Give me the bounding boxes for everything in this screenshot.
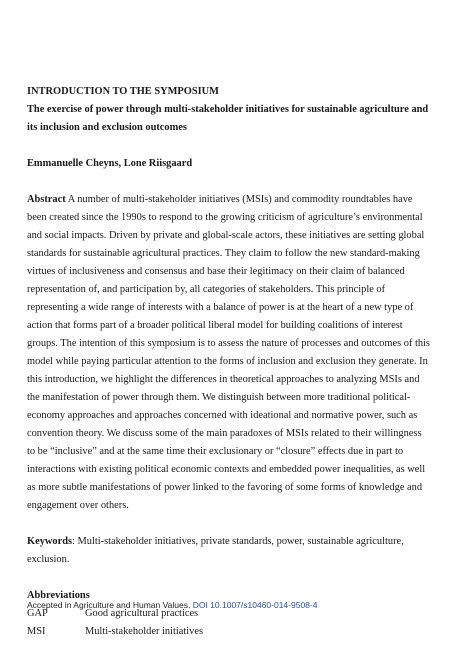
doi-link[interactable]: DOI 10.1007/s10460-014-9508-4 <box>192 600 318 610</box>
abstract-line: representing a wide range of interests with a balance of power is at the heart of a new type of <box>27 302 414 313</box>
abstract-line: and social impacts. Driven by private and global-scale actors, these initiatives are setting global <box>27 230 425 241</box>
abstract-line: groups. The intention of this symposium is to assess the nature of processes and outcomes of this <box>27 338 430 349</box>
abstract-line: been created since the 1990s to respond to the growing criticism of agriculture’s environmental <box>27 212 423 223</box>
abbreviations-heading: Abbreviations <box>27 590 90 601</box>
keywords-label: Keywords <box>27 536 73 547</box>
keywords <box>27 533 437 569</box>
abstract-line: virtues of inclusiveness and consensus and base their legitimacy on their claim of balanced <box>27 266 405 277</box>
abstract-line: this introduction, we highlight the differences in theoretical approaches to analyzing MSIs and <box>27 374 420 385</box>
abstract-line: to be “inclusive” and at the same time their exclusionary or “closure” effects due in part to <box>27 446 404 457</box>
abstract-line: as more subtle manifestations of power linked to the favoring of some forms of knowledge and <box>27 482 423 493</box>
keywords-line <box>27 533 437 551</box>
abstract-line: economy approaches and approaches concerned with ideational and normative power, such as <box>27 410 418 421</box>
page-footer <box>27 600 317 610</box>
abstract-text: A number of multi-stakeholder initiatives (MSIs) and commodity roundtables have <box>65 194 413 205</box>
abstract-line: model while paying particular attention to the forms of inclusion and exclusion they generate. In <box>27 356 428 367</box>
paper-title-line: its inclusion and exclusion outcomes <box>27 122 187 133</box>
abbreviation-meaning: Good agricultural practices <box>85 608 199 619</box>
abbreviation-code: MSI <box>27 626 46 637</box>
section-label: INTRODUCTION TO THE SYMPOSIUM <box>27 86 219 97</box>
abstract-line: interactions with existing political economic contexts and embedded power inequalities, as well <box>27 464 426 475</box>
abstract-line: standards for sustainable agricultural practices. They claim to follow the new standard-making <box>27 248 420 259</box>
abstract-line: convention theory. We discuss some of the main paradoxes of MSIs related to their willingness <box>27 428 422 439</box>
abstract-line: engagement over others. <box>27 500 129 511</box>
abstract <box>27 191 437 515</box>
footer-text: Accepted in Agriculture and Human Values. <box>27 600 193 610</box>
paper-title <box>27 101 437 137</box>
abstract-line: action that forms part of a broader political liberal model for building coalitions of interest <box>27 320 403 331</box>
keywords-text: : Multi-stakeholder initiatives, private standards, power, sustainable agriculture, <box>72 536 404 547</box>
author-list: Emmanuelle Cheyns, Lone Riisgaard <box>27 158 193 169</box>
abstract-line: the manifestation of power through them. We distinguish between more traditional political- <box>27 392 411 403</box>
keywords-line: exclusion. <box>27 554 70 565</box>
paper-title-line: The exercise of power through multi-stakeholder initiatives for sustainable agriculture and <box>27 104 429 115</box>
abstract-label: Abstract <box>27 194 66 205</box>
abstract-line: representation of, and participation by, all categories of stakeholders. This principle of <box>27 284 386 295</box>
document-body <box>27 83 437 641</box>
abstract-line <box>27 191 437 209</box>
abbreviation-row <box>27 623 437 641</box>
abbreviation-meaning: Multi-stakeholder initiatives <box>85 626 204 637</box>
abbreviation-code: GAP <box>27 608 48 619</box>
